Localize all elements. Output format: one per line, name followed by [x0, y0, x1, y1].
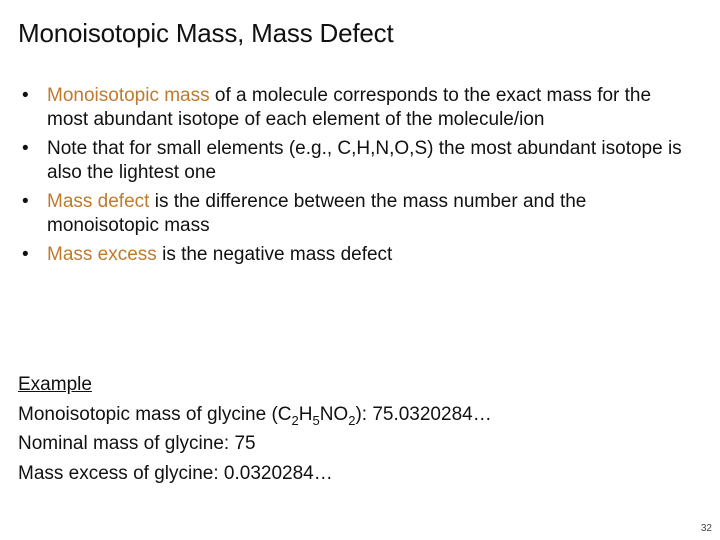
formula-suffix: ): 75.0320284…: [355, 403, 492, 425]
bullet-highlight: Mass defect: [47, 191, 150, 212]
bullet-text: is the negative mass defect: [156, 244, 393, 265]
bullet-marker: •: [22, 85, 29, 106]
bullet-item: [0, 84, 720, 132]
bullet-marker: •: [22, 138, 29, 159]
example-heading: Example: [18, 374, 92, 395]
example-monoisotopic-line: [18, 400, 492, 430]
bullet-highlight: Mass excess: [47, 244, 157, 265]
slide-title: Monoisotopic Mass, Mass Defect: [18, 18, 394, 48]
example-section: [18, 370, 492, 488]
bullet-item: [0, 137, 720, 185]
bullet-item: [0, 190, 720, 238]
formula-element: H: [298, 403, 313, 425]
page-number: 32: [700, 523, 712, 534]
formula-prefix: Monoisotopic mass of glycine (C: [18, 403, 292, 425]
bullet-text: of a molecule corresponds to the exact mass for the most abundant isotope of each element of the molecule/ion: [47, 85, 652, 130]
formula-subscript: 2: [291, 412, 299, 428]
bullet-list: [0, 84, 720, 272]
bullet-marker: •: [22, 191, 29, 212]
bullet-item: [0, 243, 720, 267]
example-excess-line: Mass excess of glycine: 0.0320284…: [18, 462, 333, 484]
bullet-marker: •: [22, 244, 29, 265]
formula-subscript: 2: [348, 412, 356, 428]
formula-element: NO: [319, 403, 349, 425]
bullet-highlight: Monoisotopic mass: [47, 85, 210, 106]
bullet-text: is the difference between the mass number and the monoisotopic mass: [47, 191, 587, 236]
formula-subscript: 5: [312, 412, 320, 428]
example-nominal-line: Nominal mass of glycine: 75: [18, 433, 256, 454]
bullet-text: Note that for small elements (e.g., C,H,N,O,S) the most abundant isotope is also the lightest one: [47, 138, 682, 183]
